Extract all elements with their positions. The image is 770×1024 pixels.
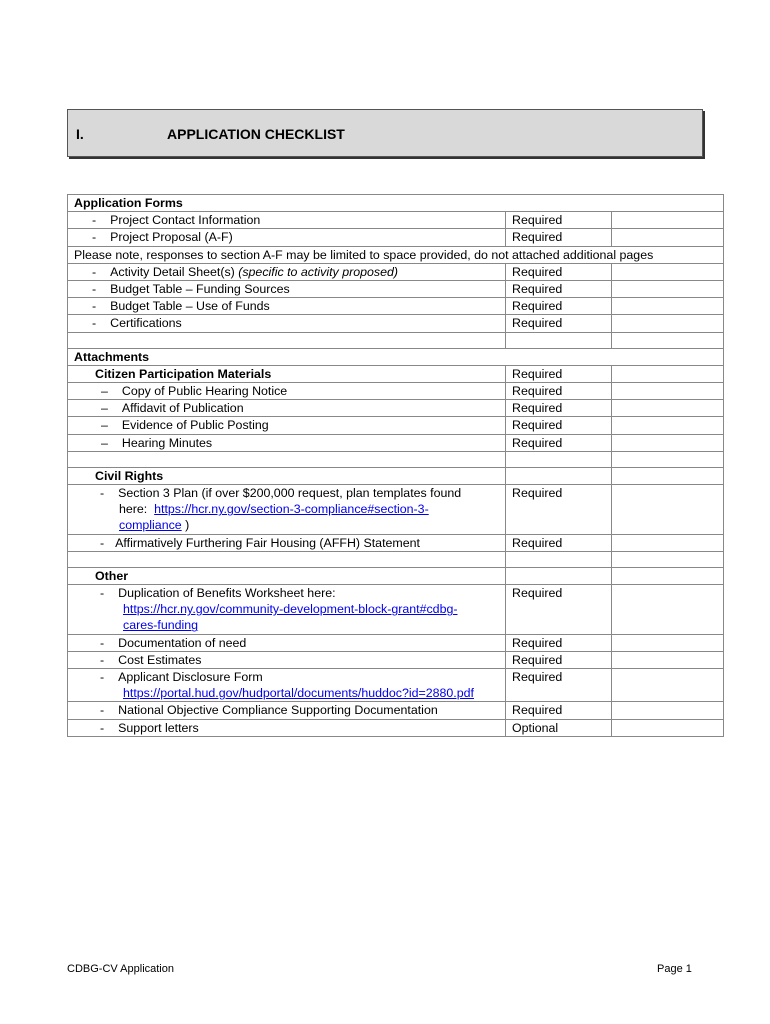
- section-number: I.: [76, 126, 84, 142]
- checklist-table: [67, 194, 724, 737]
- citizen-header: Citizen Participation Materials: [68, 365, 506, 382]
- list-item: - Cost Estimates: [68, 651, 506, 668]
- check-cell: [612, 651, 724, 668]
- list-item: - Budget Table – Use of Funds: [68, 298, 506, 315]
- section3-link[interactable]: https://hcr.ny.gov/section-3-compliance#section-3-: [154, 502, 429, 517]
- list-item: - Budget Table – Funding Sources: [68, 281, 506, 298]
- status-cell: Required: [506, 298, 612, 315]
- table-row: [68, 702, 724, 719]
- forms-note: Please note, responses to section A-F may be limited to space provided, do not attached additional pages: [68, 246, 724, 263]
- list-item: - Section 3 Plan (if over $200,000 request, plan templates found here: https://hcr.ny.gov/section-3-compliance#section-3- compliance ): [68, 485, 506, 535]
- check-cell: [612, 434, 724, 451]
- dup-link-cont[interactable]: cares-funding: [123, 618, 199, 633]
- status-cell: Required: [506, 229, 612, 246]
- table-row: [68, 332, 724, 348]
- check-cell: [612, 585, 724, 635]
- forms-header: Application Forms: [68, 195, 724, 212]
- status-cell: Required: [506, 434, 612, 451]
- table-row: [68, 315, 724, 332]
- list-item: – Evidence of Public Posting: [68, 417, 506, 434]
- section3-link-cont[interactable]: compliance: [119, 518, 182, 533]
- check-cell: [612, 719, 724, 736]
- other-header: Other: [68, 567, 506, 584]
- table-row: [68, 348, 724, 365]
- list-item: - Applicant Disclosure Form https://portal.hud.gov/hudportal/documents/huddoc?id=2880.pdf: [68, 669, 506, 702]
- check-cell: [612, 485, 724, 535]
- check-cell: [612, 212, 724, 229]
- footer-doc-name: CDBG-CV Application: [67, 963, 174, 975]
- table-row: [68, 485, 724, 535]
- status-cell: Required: [506, 263, 612, 280]
- status-cell: Required: [506, 651, 612, 668]
- table-row: [68, 567, 724, 584]
- list-item: - Documentation of need: [68, 634, 506, 651]
- list-item: - Duplication of Benefits Worksheet here: https://hcr.ny.gov/community-development-block-grant#cdbg- cares-funding: [68, 585, 506, 635]
- table-row: [68, 534, 724, 551]
- check-cell: [612, 383, 724, 400]
- table-row: [68, 383, 724, 400]
- check-cell: [612, 365, 724, 382]
- civil-header: Civil Rights: [68, 467, 506, 484]
- check-cell: [612, 669, 724, 702]
- table-row: [68, 281, 724, 298]
- table-row: [68, 467, 724, 484]
- status-cell: Required: [506, 585, 612, 635]
- section-title: APPLICATION CHECKLIST: [167, 126, 345, 142]
- status-cell: Optional: [506, 719, 612, 736]
- status-cell: Required: [506, 365, 612, 382]
- check-cell: [612, 315, 724, 332]
- status-cell: Required: [506, 669, 612, 702]
- table-row: [68, 585, 724, 635]
- table-row: [68, 298, 724, 315]
- check-cell: [612, 281, 724, 298]
- list-item: - Affirmatively Furthering Fair Housing (AFFH) Statement: [68, 534, 506, 551]
- table-row: [68, 263, 724, 280]
- table-row: [68, 551, 724, 567]
- table-row: [68, 246, 724, 263]
- table-row: [68, 669, 724, 702]
- check-cell: [612, 229, 724, 246]
- table-row: [68, 365, 724, 382]
- check-cell: [612, 634, 724, 651]
- list-item: - National Objective Compliance Supporting Documentation: [68, 702, 506, 719]
- check-cell: [612, 400, 724, 417]
- list-item: – Affidavit of Publication: [68, 400, 506, 417]
- table-row: [68, 651, 724, 668]
- table-row: [68, 719, 724, 736]
- section-heading: [67, 109, 703, 157]
- disclosure-link[interactable]: https://portal.hud.gov/hudportal/documents/huddoc?id=2880.pdf: [123, 686, 474, 701]
- status-cell: Required: [506, 634, 612, 651]
- list-item: - Project Contact Information: [68, 212, 506, 229]
- table-row: [68, 634, 724, 651]
- status-cell: Required: [506, 534, 612, 551]
- check-cell: [612, 702, 724, 719]
- list-item: - Project Proposal (A-F): [68, 229, 506, 246]
- status-cell: Required: [506, 281, 612, 298]
- table-row: [68, 451, 724, 467]
- list-item: - Activity Detail Sheet(s) (specific to activity proposed): [68, 263, 506, 280]
- check-cell: [612, 417, 724, 434]
- footer-page-number: Page 1: [657, 963, 692, 975]
- status-cell: Required: [506, 315, 612, 332]
- check-cell: [612, 534, 724, 551]
- list-item: - Support letters: [68, 719, 506, 736]
- status-cell: Required: [506, 485, 612, 535]
- list-item: – Hearing Minutes: [68, 434, 506, 451]
- list-item: – Copy of Public Hearing Notice: [68, 383, 506, 400]
- check-cell: [612, 298, 724, 315]
- table-row: [68, 229, 724, 246]
- status-cell: Required: [506, 383, 612, 400]
- list-item: - Certifications: [68, 315, 506, 332]
- status-cell: Required: [506, 400, 612, 417]
- table-row: [68, 212, 724, 229]
- dup-link[interactable]: https://hcr.ny.gov/community-development-block-grant#cdbg-: [123, 602, 458, 617]
- table-row: [68, 434, 724, 451]
- status-cell: Required: [506, 417, 612, 434]
- status-cell: Required: [506, 702, 612, 719]
- table-row: [68, 417, 724, 434]
- status-cell: Required: [506, 212, 612, 229]
- table-row: [68, 400, 724, 417]
- attachments-header: Attachments: [68, 348, 724, 365]
- table-row: [68, 195, 724, 212]
- check-cell: [612, 263, 724, 280]
